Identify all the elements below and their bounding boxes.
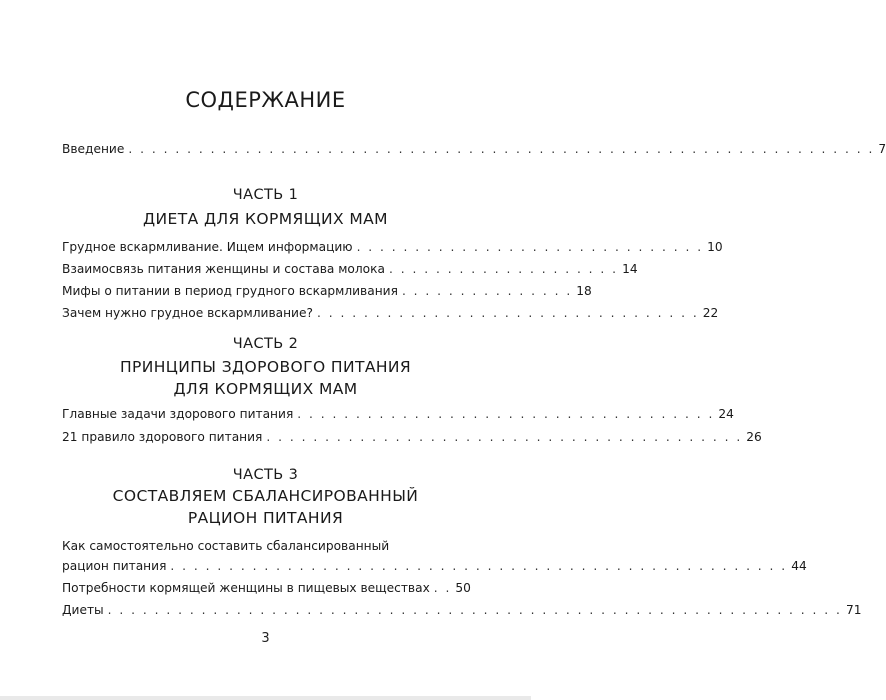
part-2-entries [62,406,762,445]
leader-dots: . . . . . . . . . . . . . . . . . . . . . . . . . . . . . . . . . . . . [297,407,715,421]
toc-entry-label-line1: Как самостоятельно составить сбалансированный [62,539,390,553]
toc-page-number: 22 [702,306,719,320]
leader-dots: . . . . . . . . . . . . . . . . . . . . . . . . . . . . . . . . . . . . . . . . . [266,430,743,444]
part-3-label: ЧАСТЬ 3 [232,467,299,483]
toc-entry-label: Грудное вскармливание. Ищем информацию [62,240,353,254]
page-edge [0,696,531,700]
toc-entry-label: 21 правило здорового питания [62,430,263,444]
toc-page-number: 10 [707,240,723,254]
part-1-title [0,208,531,230]
leader-dots: . . . . . . . . . . . . . . . . . . . . . . . . . . . . . . [356,240,704,254]
toc-entry[interactable] [62,283,592,299]
leader-dots: . . . . . . . . . . . . . . . . . . . . . . . . . . . . . . . . . [316,306,699,320]
toc-page-number: 24 [718,407,734,421]
part-title-line: ПРИНЦИПЫ ЗДОРОВОГО ПИТАНИЯ [119,358,412,376]
toc-entry-label: Главные задачи здорового питания [62,407,294,421]
part-title-line: СОСТАВЛЯЕМ СБАЛАНСИРОВАННЫЙ [112,487,419,505]
toc-page-number: 44 [791,559,807,573]
toc-entry[interactable] [62,538,807,574]
toc-page-number: 71 [845,603,862,617]
toc-entry[interactable] [62,602,862,618]
toc-page-number: 18 [576,284,592,298]
toc-entry[interactable] [62,239,723,255]
toc-entry[interactable] [62,141,886,157]
toc-entry[interactable] [62,261,638,277]
leader-dots: . . . . . . . . . . . . . . . [401,284,573,298]
toc-entry-label: Зачем нужно грудное вскармливание? [62,306,313,320]
toc-entry-label: Взаимосвязь питания женщины и состава молока [62,262,385,276]
toc-entry-label: рацион питания [62,559,167,573]
toc-entry[interactable] [62,429,762,445]
toc-entry[interactable] [62,305,719,321]
part-title-line: ДИЕТА ДЛЯ КОРМЯЩИХ МАМ [143,210,388,228]
leader-dots: . . [433,581,452,595]
toc-page-number: 26 [746,430,762,444]
leader-dots: . . . . . . . . . . . . . . . . . . . . . . . . . . . . . . . . . . . . . . . . . . . . . . . . . . . . . . . . . . . . . . . [107,603,842,617]
toc-intro [62,141,886,157]
leader-dots: . . . . . . . . . . . . . . . . . . . . . . . . . . . . . . . . . . . . . . . . . . . . . . . . . . . . . . . . . . . . . . . . [128,142,875,156]
toc-entry-label: Диеты [62,603,104,617]
toc-entry-label: Введение [62,142,125,156]
toc-page-number: 14 [622,262,638,276]
part-title-line: РАЦИОН ПИТАНИЯ [187,509,344,527]
part-2-title [0,356,531,400]
toc-entry-label: Мифы о питании в период грудного вскармливания [62,284,398,298]
page-number: 3 [261,631,270,646]
part-2-label: ЧАСТЬ 2 [232,336,299,352]
toc-entry[interactable] [62,406,734,422]
toc-page-number: 50 [455,581,471,595]
part-1-entries [62,239,723,321]
page-title: СОДЕРЖАНИЕ [185,88,346,112]
part-3-entries [62,538,862,618]
part-1-label: ЧАСТЬ 1 [232,187,299,203]
leader-dots: . . . . . . . . . . . . . . . . . . . . [388,262,619,276]
toc-entry-label: Потребности кормящей женщины в пищевых веществах [62,581,430,595]
toc-page-number: 7 [878,142,886,156]
leader-dots: . . . . . . . . . . . . . . . . . . . . . . . . . . . . . . . . . . . . . . . . . . . . . . . . . . . . . [170,559,788,573]
part-title-line: ДЛЯ КОРМЯЩИХ МАМ [173,380,358,398]
toc-entry[interactable] [62,580,471,596]
part-3-title [0,485,531,529]
